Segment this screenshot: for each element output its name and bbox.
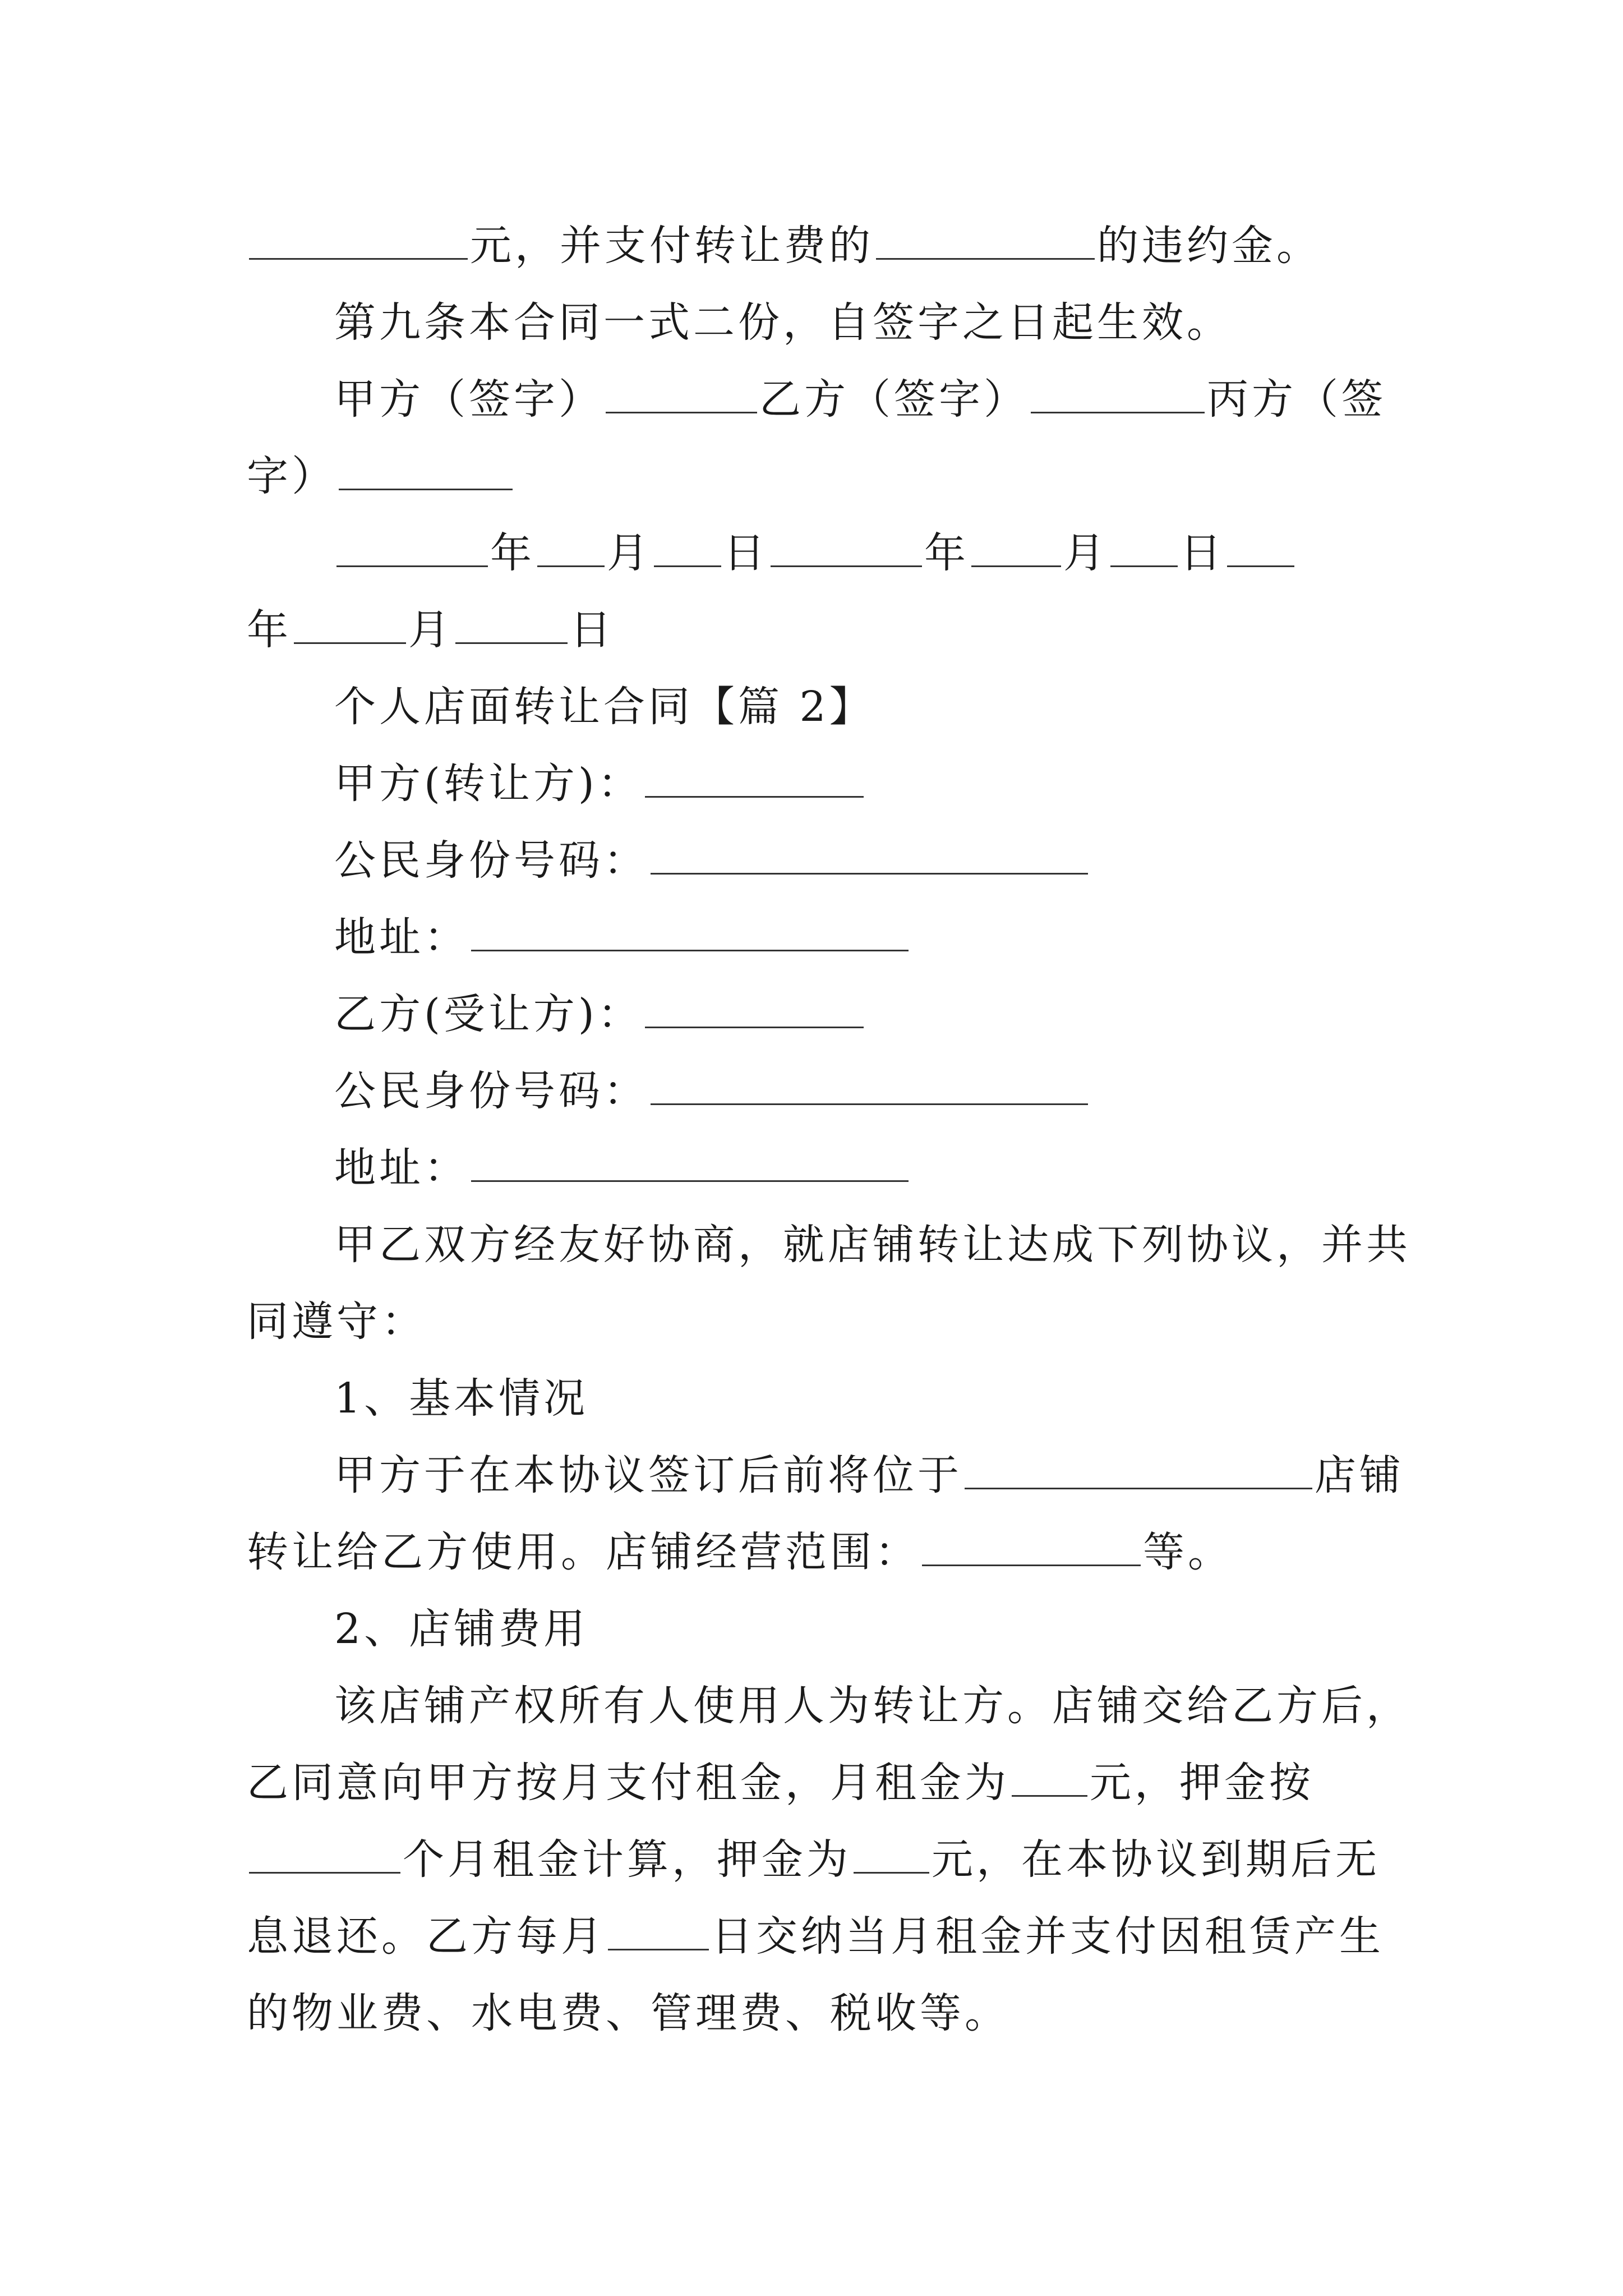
blank-line	[922, 1527, 1141, 1566]
blank-line	[336, 528, 488, 567]
blank-line	[651, 1066, 1088, 1105]
blank-line	[249, 1835, 400, 1874]
blank-line	[471, 1143, 909, 1182]
blank-line	[606, 375, 757, 413]
doc-text: 店铺	[1315, 1451, 1404, 1499]
party-a-id	[247, 822, 1391, 899]
doc-text: 公民身份号码：	[334, 1067, 648, 1115]
doc-line-1	[247, 208, 1391, 284]
doc-text: 甲方于在本协议签订后前将位于	[334, 1451, 962, 1499]
party-a-address	[247, 899, 1391, 976]
doc-line-17	[247, 1437, 1404, 1514]
doc-text: 的违约金。	[1097, 222, 1321, 270]
party-b-id	[247, 1053, 1391, 1130]
doc-line-22	[247, 1821, 1391, 1898]
doc-text: 甲方(转让方)：	[334, 760, 643, 808]
doc-line-5	[247, 515, 1391, 592]
blank-line	[651, 836, 1088, 875]
doc-text: 丙方（签	[1207, 375, 1386, 424]
doc-text: 元，在本协议到期后无	[932, 1835, 1380, 1884]
blank-line	[608, 1912, 709, 1950]
blank-line	[537, 528, 605, 567]
doc-text: 年	[247, 606, 292, 654]
blank-line	[645, 990, 864, 1028]
doc-text: 甲方（签字）	[334, 375, 603, 424]
section-title	[247, 669, 1391, 746]
blank-line	[339, 452, 513, 490]
blank-line	[294, 605, 406, 644]
doc-text: 乙方(受让方)：	[334, 990, 643, 1038]
doc-text: 地址：	[334, 1144, 469, 1192]
doc-text: 第九条本合同一式二份，自签字之日起生效。	[334, 298, 1232, 347]
doc-text: 1、基本情况	[334, 1374, 589, 1423]
doc-text: 日	[1180, 529, 1225, 577]
doc-text: 该店铺产权所有人使用人为转让方。店铺交给乙方后，	[334, 1682, 1411, 1730]
blank-line	[1012, 1758, 1087, 1797]
blank-line	[965, 1451, 1312, 1489]
doc-text: 年	[490, 529, 535, 577]
doc-line-2	[247, 284, 1391, 361]
doc-text: 月	[1063, 529, 1108, 577]
doc-line-19	[247, 1591, 1391, 1668]
blank-line	[654, 528, 721, 567]
blank-line	[645, 759, 864, 798]
doc-line-18	[247, 1514, 1391, 1591]
doc-line-15	[247, 1283, 1391, 1360]
blank-line	[876, 221, 1095, 260]
doc-text: 同遵守：	[247, 1297, 426, 1346]
blank-line	[1110, 528, 1178, 567]
doc-text: 息退还。乙方每月	[247, 1912, 606, 1961]
doc-text: 的物业费、水电费、管理费、税收等。	[247, 1989, 1009, 2037]
doc-text: 2、店铺费用	[334, 1605, 589, 1653]
doc-text: 日交纳当月租金并支付因租赁产生	[711, 1912, 1384, 1961]
doc-text: 年	[924, 529, 969, 577]
blank-line	[771, 528, 922, 567]
document-body	[247, 208, 1411, 2052]
blank-line	[471, 913, 909, 951]
party-b-address	[247, 1130, 1391, 1207]
doc-text: 元，并支付转让费的	[470, 222, 874, 270]
doc-line-21	[247, 1745, 1391, 1821]
doc-text: 个人店面转让合同【篇 2】	[334, 683, 874, 731]
doc-text: 甲乙双方经友好协商，就店铺转让达成下列协议，并共	[334, 1221, 1411, 1269]
doc-text: 个月租金计算，押金为	[403, 1835, 851, 1884]
doc-text: 日	[723, 529, 768, 577]
party-a-label	[247, 746, 1391, 822]
doc-text: 元，押金按	[1090, 1759, 1314, 1807]
doc-line-24	[247, 1975, 1391, 2052]
blank-line	[1227, 528, 1294, 567]
doc-text: 日	[570, 606, 615, 654]
blank-line	[1031, 375, 1205, 413]
blank-line	[854, 1835, 929, 1874]
doc-line-20	[247, 1668, 1411, 1745]
blank-line	[249, 221, 468, 260]
blank-line	[971, 528, 1061, 567]
doc-text: 月	[607, 529, 652, 577]
doc-text: 乙同意向甲方按月支付租金，月租金为	[247, 1759, 1009, 1807]
doc-text: 转让给乙方使用。店铺经营范围：	[247, 1528, 920, 1576]
doc-line-3	[247, 361, 1391, 438]
doc-text: 等。	[1143, 1528, 1233, 1576]
doc-line-4	[247, 438, 1391, 515]
blank-line	[455, 605, 568, 644]
doc-line-14	[247, 1207, 1411, 1283]
doc-text: 月	[408, 606, 453, 654]
doc-line-6	[247, 592, 1391, 669]
doc-text: 公民身份号码：	[334, 836, 648, 885]
doc-line-23	[247, 1898, 1391, 1975]
doc-text: 字）	[247, 452, 336, 500]
party-b-label	[247, 976, 1391, 1053]
doc-text: 乙方（签字）	[759, 375, 1029, 424]
doc-line-16	[247, 1360, 1391, 1437]
doc-text: 地址：	[334, 913, 469, 961]
